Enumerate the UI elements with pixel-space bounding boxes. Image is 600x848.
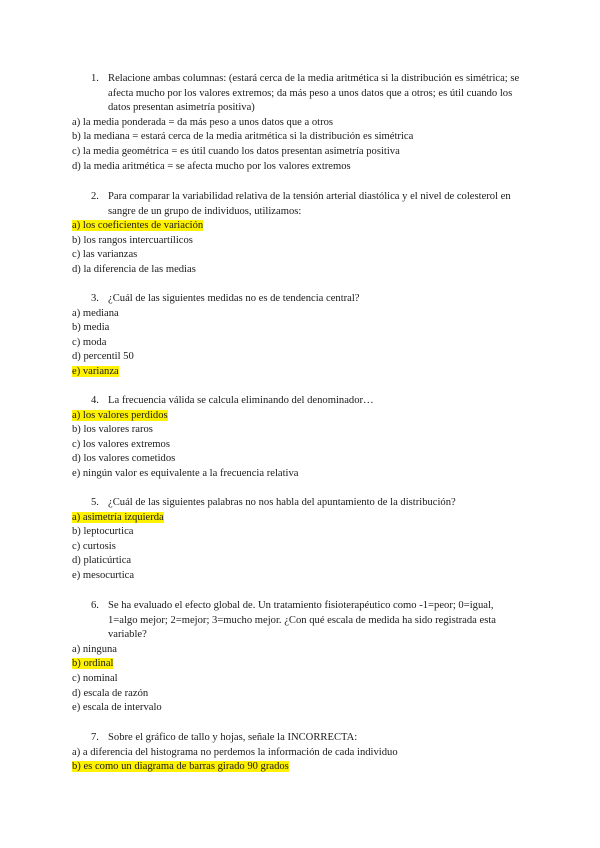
- option: b) leptocurtica: [72, 526, 134, 538]
- option: d) la media aritmética = se afecta mucho por los valores extremos: [72, 160, 351, 172]
- question-7: [72, 731, 542, 775]
- question-text: Sobre el gráfico de tallo y hojas, señale la INCORRECTA:: [108, 732, 358, 743]
- option-highlighted: e) varianza: [72, 365, 119, 377]
- option-highlighted: a) asimetría izquierda: [72, 511, 164, 523]
- option: a) ninguna: [72, 643, 118, 655]
- question-number: 6.: [91, 600, 99, 611]
- option: e) mesocurtica: [72, 569, 135, 581]
- question-6: [72, 599, 542, 716]
- option: e) ningún valor es equivalente a la frecuencia relativa: [72, 467, 299, 479]
- question-number: 2.: [91, 191, 99, 202]
- option: a) la media ponderada = da más peso a unos datos que a otros: [72, 116, 334, 128]
- option: a) mediana: [72, 307, 119, 319]
- question-4-stem: [72, 394, 542, 409]
- option: c) la media geométrica = es útil cuando los datos presentan asimetría positiva: [72, 145, 400, 157]
- question-text: ¿Cuál de las siguientes medidas no es de tendencia central?: [108, 293, 360, 304]
- option: b) los rangos intercuartílicos: [72, 234, 193, 246]
- option: c) las varianzas: [72, 249, 138, 261]
- option: b) media: [72, 322, 110, 334]
- option: c) los valores extremos: [72, 438, 170, 450]
- question-text: La frecuencia válida se calcula eliminando del denominador…: [108, 395, 374, 406]
- question-2-stem: [72, 190, 542, 219]
- option: d) los valores cometidos: [72, 453, 176, 465]
- question-1-stem: [72, 72, 542, 116]
- option-highlighted: b) ordinal: [72, 658, 114, 670]
- option: c) curtosis: [72, 540, 116, 552]
- question-text: Se ha evaluado el efecto global de. Un tratamiento fisioterapéutico como -1=peor; 0=igual, 1=algo mejor; 2=mejor; 3=mucho mejor. ¿Con qué escala de medida ha sido registrada esta variable?: [108, 600, 497, 641]
- question-number: 1.: [91, 73, 99, 84]
- question-2: [72, 190, 542, 278]
- option: c) moda: [72, 336, 107, 348]
- question-3: [72, 292, 542, 380]
- option-highlighted: a) los coeficientes de variación: [72, 220, 204, 232]
- question-number: 7.: [91, 732, 99, 743]
- question-7-stem: [72, 731, 542, 746]
- question-text: Relacione ambas columnas: (estará cerca de la media aritmética si la distribución es simétrica; se afecta mucho por los valores extremos; da más peso a unos datos que a otros; es útil cuando los datos presentan asimetría positiva): [108, 73, 520, 114]
- option: d) platicúrtica: [72, 555, 132, 567]
- option: b) la mediana = estará cerca de la media aritmética si la distribución es simétrica: [72, 131, 414, 143]
- option: e) escala de intervalo: [72, 702, 162, 714]
- question-number: 3.: [91, 293, 99, 304]
- question-text: ¿Cuál de las siguientes palabras no nos habla del apuntamiento de la distribución?: [108, 497, 456, 508]
- question-1: [72, 72, 542, 174]
- option: a) a diferencia del histograma no perdemos la información de cada individuo: [72, 746, 398, 758]
- question-6-stem: [72, 599, 542, 643]
- question-number: 4.: [91, 395, 99, 406]
- question-5: [72, 496, 542, 584]
- question-4: [72, 394, 542, 482]
- option: d) escala de razón: [72, 687, 149, 699]
- question-text: Para comparar la variabilidad relativa de la tensión arterial diastólica y el nivel de colesterol en sangre de un grupo de individuos, utilizamos:: [108, 191, 511, 217]
- option: c) nominal: [72, 672, 118, 684]
- option: d) percentil 50: [72, 351, 134, 363]
- option: d) la diferencia de las medias: [72, 263, 196, 275]
- option-highlighted: b) es como un diagrama de barras girado 90 grados: [72, 761, 289, 773]
- question-3-stem: [72, 292, 542, 307]
- question-5-stem: [72, 496, 542, 511]
- option-highlighted: a) los valores perdidos: [72, 409, 168, 421]
- option: b) los valores raros: [72, 424, 153, 436]
- question-number: 5.: [91, 497, 99, 508]
